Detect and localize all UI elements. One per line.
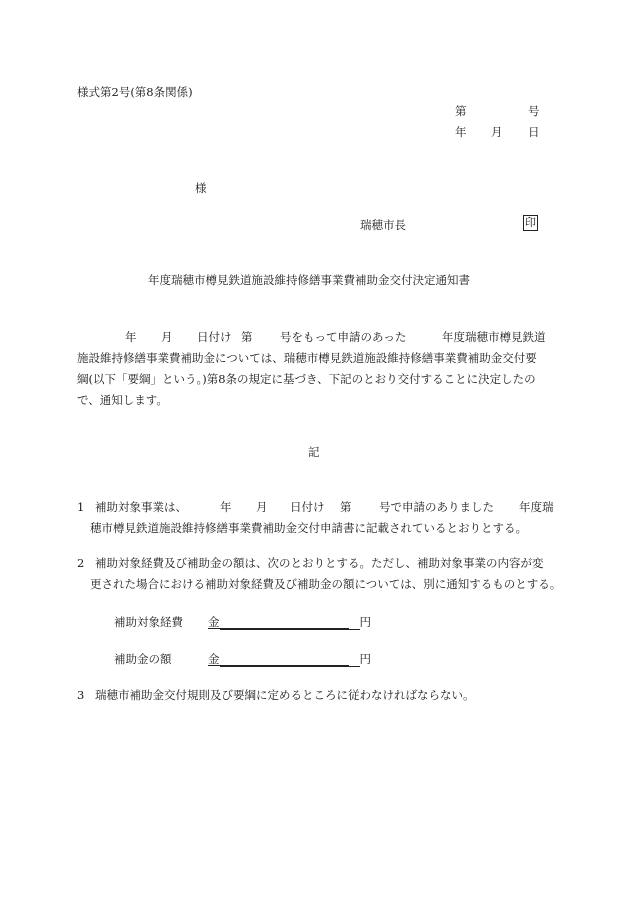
- form-label: 様式第2号(第8条関係): [77, 85, 193, 99]
- intro-year: 年: [125, 330, 137, 344]
- intro-line2: 施設維持修繕事業費補助金については、瑞穂市樽見鉄道施設維持修繕事業費補助金交付要: [77, 351, 537, 365]
- amount-prefix: 金: [208, 652, 220, 666]
- item2-line1: 補助対象経費及び補助金の額は、次のとおりとする。ただし、補助対象事業の内容が変: [95, 556, 544, 570]
- addressee-suffix: 様: [195, 181, 207, 195]
- item1-day: 日付け: [290, 500, 325, 514]
- intro-dai: 第: [241, 330, 253, 344]
- item1-year: 年: [220, 500, 232, 514]
- amount-label-expense: 補助対象経費: [114, 615, 183, 629]
- amount-label-subsidy: 補助金の額: [114, 652, 172, 666]
- intro-month: 月: [161, 330, 173, 344]
- item2-line2: 更された場合における補助対象経費及び補助金の額については、別に通知するものとする。: [90, 577, 562, 591]
- date-label-year: 年: [455, 125, 467, 139]
- item2-number: 2: [77, 556, 85, 570]
- item1-dai: 第: [340, 500, 352, 514]
- date-label-month: 月: [491, 125, 503, 139]
- issuer-name: 瑞穂市長: [360, 218, 406, 232]
- item1-line2: 穂市樽見鉄道施設維持修繕事業費補助金交付申請書に記載されているとおりとする。: [90, 521, 527, 535]
- item1-fiscal-text: 年度瑞: [519, 500, 554, 514]
- intro-go-text: 号をもって申請のあった: [280, 330, 407, 344]
- intro-line3: 綱(以下「要綱」という。)第8条の規定に基づき、下記のとおり交付することに決定したの: [77, 372, 536, 386]
- item1-lead: 補助対象事業は、: [95, 500, 187, 514]
- item1-number: 1: [77, 500, 85, 514]
- seal-mark: 印: [525, 216, 536, 229]
- item1-month: 月: [256, 500, 268, 514]
- amount-suffix: 円: [359, 615, 371, 629]
- amount-prefix: 金: [208, 615, 220, 629]
- number-label-go: 号: [528, 104, 540, 118]
- intro-day: 日付け: [197, 330, 232, 344]
- amount-underline-subsidy: [208, 665, 349, 666]
- number-label-dai: 第: [455, 104, 467, 118]
- document-title: 年度瑞穂市樽見鉄道施設維持修繕事業費補助金交付決定通知書: [148, 273, 470, 287]
- ki-heading: 記: [308, 445, 320, 459]
- amount-suffix: 円: [359, 652, 371, 666]
- item1-go-text: 号で申請のありました: [379, 500, 494, 514]
- amount-underline-expense: [208, 628, 349, 629]
- intro-line4: で、通知します。: [77, 393, 168, 407]
- item3-text: 瑞穂市補助金交付規則及び要綱に定めるところに従わなければならない。: [95, 688, 475, 702]
- item3-number: 3: [77, 688, 85, 702]
- intro-fiscal-text: 年度瑞穂市樽見鉄道: [442, 330, 546, 344]
- date-label-day: 日: [528, 125, 540, 139]
